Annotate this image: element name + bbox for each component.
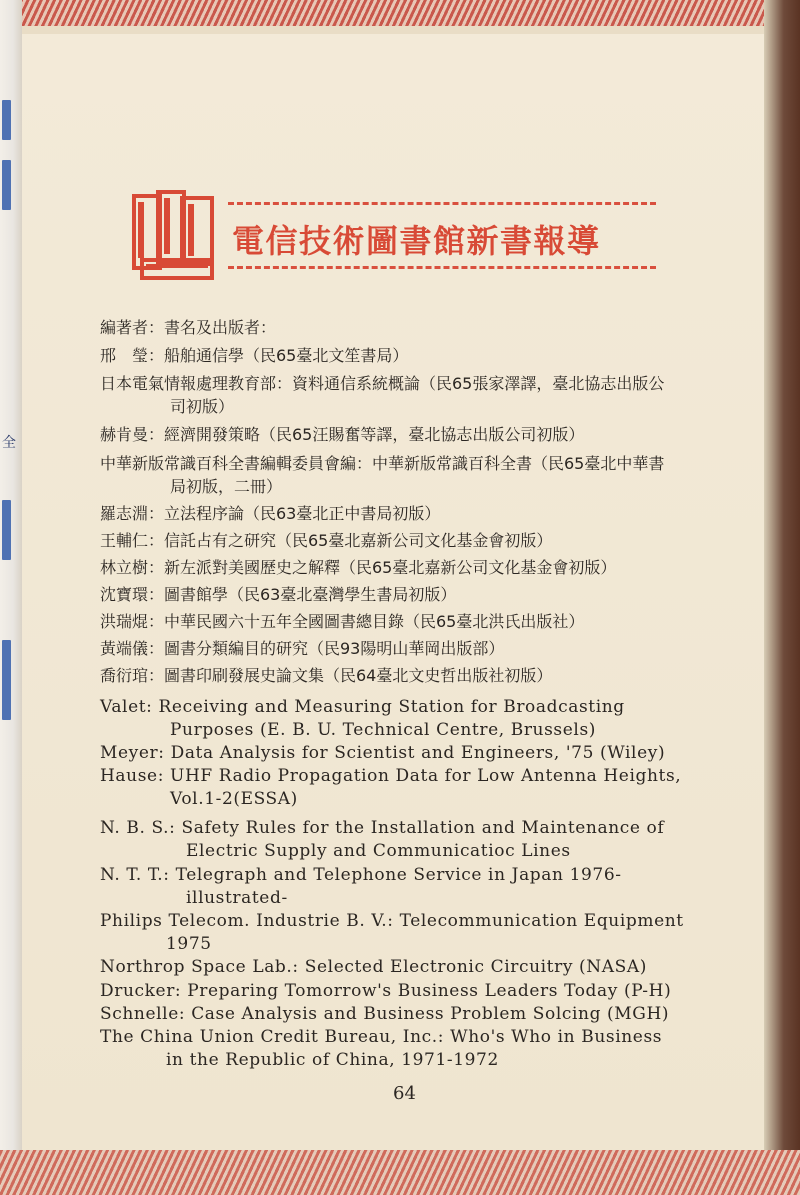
list-item: 邢 瑩：船舶通信學（民65臺北文笙書局） — [100, 346, 409, 365]
list-item: 沈寶環：圖書館學（民63臺北臺灣學生書局初版） — [100, 585, 457, 604]
left-spine — [0, 0, 22, 1195]
header-banner — [128, 186, 658, 286]
page-number: 64 — [393, 1083, 416, 1104]
list-item: 喬衍琯：圖書印刷發展史論文集（民64臺北文史哲出版社初版） — [100, 666, 553, 685]
banner-dash-bottom — [228, 266, 656, 269]
spine-character: 全 — [2, 435, 16, 451]
list-item: 黃端儀：圖書分類編目的研究（民93陽明山華岡出版部） — [100, 639, 505, 658]
list-item: 中華新版常識百科全書編輯委員會編：中華新版常識百科全書（民65臺北中華書 — [100, 454, 665, 473]
list-item-continuation: Vol.1-2(ESSA) — [170, 789, 298, 809]
list-item: Philips Telecom. Industrie B. V.: Telecommunication Equipment — [100, 911, 684, 931]
list-item-continuation: 司初版） — [170, 397, 235, 416]
list-item: Valet: Receiving and Measuring Station for Broadcasting — [100, 697, 625, 717]
list-item-continuation: in the Republic of China, 1971-1972 — [166, 1050, 499, 1070]
list-item: 王輔仁：信託占有之研究（民65臺北嘉新公司文化基金會初版） — [100, 531, 553, 550]
book-stack-icon — [128, 186, 228, 286]
list-item: The China Union Credit Bureau, Inc.: Who's Who in Business — [100, 1027, 663, 1047]
spine-tab — [2, 640, 11, 720]
spine-tab — [2, 100, 11, 140]
list-item: 赫肯曼：經濟開發策略（民65汪賜奮等譯，臺北協志出版公司初版） — [100, 425, 585, 444]
spine-tab — [2, 500, 11, 560]
column-header: 編著者：書名及出版者： — [100, 318, 277, 337]
list-item-continuation: 1975 — [166, 934, 212, 954]
list-item: Meyer: Data Analysis for Scientist and Engineers, '75 (Wiley) — [100, 743, 666, 763]
list-item-continuation: Purposes (E. B. U. Technical Centre, Brussels) — [170, 720, 597, 740]
bottom-binding-edge — [0, 1150, 800, 1195]
list-item: Drucker: Preparing Tomorrow's Business Leaders Today (P-H) — [100, 981, 672, 1001]
spine-tab — [2, 160, 11, 210]
list-item: Schnelle: Case Analysis and Business Problem Solcing (MGH) — [100, 1004, 670, 1024]
list-item: 羅志淵：立法程序論（民63臺北正中書局初版） — [100, 504, 441, 523]
list-item: N. B. S.: Safety Rules for the Installation and Maintenance of — [100, 818, 665, 838]
list-item: 林立樹：新左派對美國歷史之解釋（民65臺北嘉新公司文化基金會初版） — [100, 558, 617, 577]
list-item: 洪瑞焜：中華民國六十五年全國圖書總目錄（民65臺北洪氏出版社） — [100, 612, 585, 631]
list-item: Hause: UHF Radio Propagation Data for Low Antenna Heights, — [100, 766, 682, 786]
list-item-continuation: 局初版，二冊） — [170, 477, 283, 496]
page-top-edge — [0, 26, 800, 34]
banner-dash-top — [228, 202, 656, 205]
banner-title: 電信技術圖書館新書報導 — [232, 222, 601, 260]
list-item-continuation: illustrated- — [186, 888, 288, 908]
list-item: 日本電氣情報處理教育部：資料通信系統概論（民65張家澤譯，臺北協志出版公 — [100, 374, 665, 393]
list-item-continuation: Electric Supply and Communicatioc Lines — [186, 841, 571, 861]
list-item: Northrop Space Lab.: Selected Electronic Circuitry (NASA) — [100, 957, 647, 977]
right-book-edge — [764, 0, 800, 1195]
list-item: N. T. T.: Telegraph and Telephone Service in Japan 1976- — [100, 865, 622, 885]
